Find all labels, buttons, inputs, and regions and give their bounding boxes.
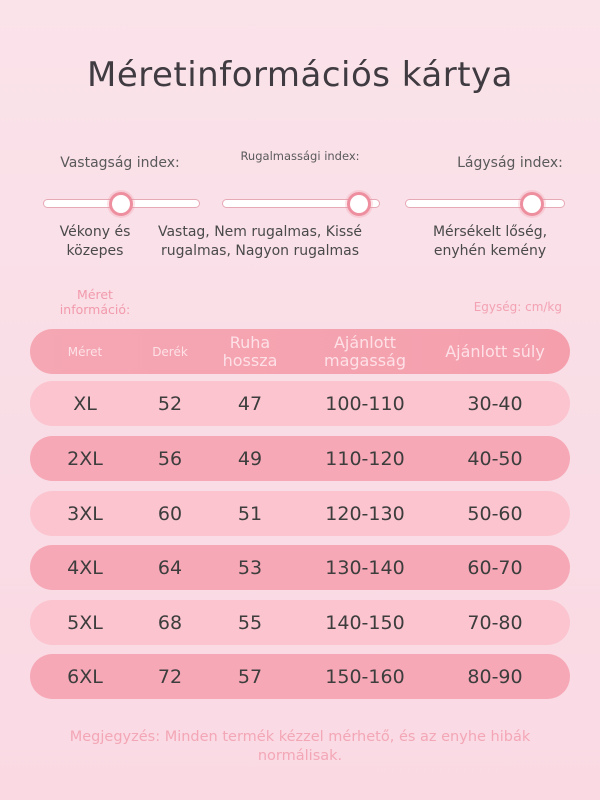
cell-weight: 70-80 — [467, 611, 523, 634]
cell-waist: 72 — [157, 665, 183, 688]
cell-height: 120-130 — [325, 502, 405, 525]
table-row — [30, 545, 570, 590]
unit-label: Egység: cm/kg — [473, 300, 562, 314]
cell-length: 53 — [237, 556, 263, 579]
thickness-description: Vékony és közepes — [59, 224, 131, 259]
softness-description: Mérsékelt lőség, enyhén kemény — [432, 224, 548, 259]
cell-height: 140-150 — [325, 611, 405, 634]
cell-size: 6XL — [67, 665, 103, 688]
table-row — [30, 654, 570, 699]
table-header — [30, 329, 570, 374]
elasticity-description: Vastag, Nem rugalmas, Kissé rugalmas, Nagyon rugalmas — [157, 224, 363, 259]
cell-weight: 60-70 — [467, 556, 523, 579]
header-height: Ajánlott magasság — [324, 332, 406, 370]
cell-height: 110-120 — [325, 447, 405, 470]
cell-waist: 68 — [157, 611, 183, 634]
footnote: Megjegyzés: Minden termék kézzel mérhető, és az enyhe hibák normálisak. — [69, 729, 531, 764]
cell-length: 55 — [237, 611, 263, 634]
cell-height: 130-140 — [325, 556, 405, 579]
thickness-slider-knob[interactable] — [109, 192, 133, 216]
size-info-label: Méret információ: — [59, 287, 131, 317]
softness-slider-knob[interactable] — [520, 192, 544, 216]
cell-length: 49 — [237, 447, 263, 470]
cell-size: 5XL — [67, 611, 103, 634]
header-waist: Derék — [152, 344, 188, 359]
page-title: Méretinformációs kártya — [87, 55, 513, 95]
softness-index-label: Lágyság index: — [457, 155, 563, 171]
cell-height: 100-110 — [325, 392, 405, 415]
cell-weight: 80-90 — [467, 665, 523, 688]
cell-size: 3XL — [67, 502, 103, 525]
thickness-index-label: Vastagság index: — [60, 155, 180, 171]
cell-waist: 56 — [157, 447, 183, 470]
table-row — [30, 381, 570, 426]
table-row — [30, 600, 570, 645]
cell-weight: 30-40 — [467, 392, 523, 415]
header-weight: Ajánlott súly — [445, 341, 545, 361]
cell-length: 51 — [237, 502, 263, 525]
cell-size: 2XL — [67, 447, 103, 470]
cell-waist: 64 — [157, 556, 183, 579]
table-row — [30, 491, 570, 536]
cell-weight: 40-50 — [467, 447, 523, 470]
table-row — [30, 436, 570, 481]
cell-size: XL — [73, 392, 97, 415]
elasticity-slider-knob[interactable] — [347, 192, 371, 216]
cell-waist: 52 — [157, 392, 183, 415]
header-size: Méret — [67, 344, 103, 359]
cell-weight: 50-60 — [467, 502, 523, 525]
header-length: Ruha hossza — [222, 332, 278, 370]
cell-length: 47 — [237, 392, 263, 415]
cell-waist: 60 — [157, 502, 183, 525]
cell-length: 57 — [237, 665, 263, 688]
cell-size: 4XL — [67, 556, 103, 579]
cell-height: 150-160 — [325, 665, 405, 688]
elasticity-index-label: Rugalmassági index: — [240, 149, 360, 163]
